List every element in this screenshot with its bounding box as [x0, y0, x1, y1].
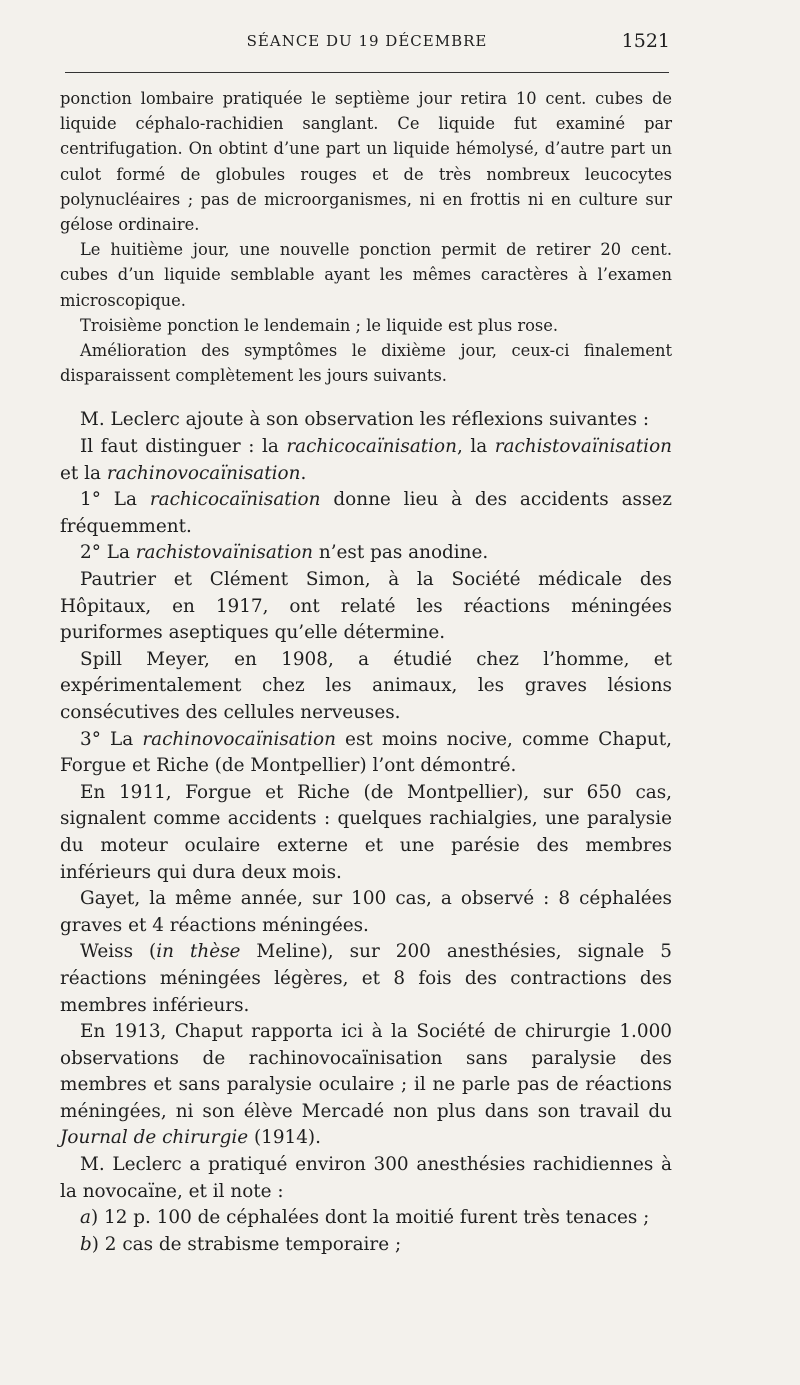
paragraph: Spill Meyer, en 1908, a étudié chez l’homme, et expérimentalement chez les animaux, les graves lésions consécutives des cellules nerveuses.: [60, 648, 672, 723]
paragraph: ponction lombaire pratiquée le septième jour retira 10 cent. cubes de liquide céphalo-rachidien sanglant. Ce liquide fut examiné par centrifugation. On obtint d’une part un liquide hémolysé, d’autre part un culot formé de globules rouges et de très nombreux leucocytes polynucléaires ; pas de microorganismes, ni en frottis ni en culture sur gélose ordinaire.: [60, 89, 672, 235]
paragraph: b) 2 cas de strabisme temporaire ;: [80, 1233, 402, 1255]
running-head: SÉANCE DU 19 DÉCEMBRE: [246, 32, 488, 50]
page-number: 1521: [621, 30, 670, 52]
paragraph: Troisième ponction le lendemain ; le liquide est plus rose.: [80, 315, 559, 335]
paragraph: Amélioration des symptômes le dixième jour, ceux-ci finalement disparaissent complètement les jours suivants.: [60, 341, 672, 386]
paragraph: M. Leclerc a pratiqué environ 300 anesthésies rachidiennes à la novocaïne, et il note :: [60, 1154, 672, 1202]
paragraph: Weiss (in thèse Meline), sur 200 anesthésies, signale 5 réactions méningées légères, et 8 fois des contractions des membres inférieurs.: [60, 941, 672, 1016]
paragraph: Il faut distinguer : la rachicocaïnisation, la rachistovaïnisation et la rachinovocaïnisation.: [60, 436, 672, 484]
paragraph: Pautrier et Clément Simon, à la Société médicale des Hôpitaux, en 1917, ont relaté les réactions méningées puriformes aseptiques qu’elle détermine.: [60, 569, 672, 644]
paragraph: a) 12 p. 100 de céphalées dont la moitié furent très tenaces ;: [80, 1207, 650, 1229]
page-header: [64, 32, 670, 56]
header-rule: [65, 72, 669, 73]
body-text: [60, 86, 672, 1258]
paragraph: 3° La rachinovocaïnisation est moins nocive, comme Chaput, Forgue et Riche (de Montpellier) l’ont démontré.: [60, 728, 672, 777]
paragraph: M. Leclerc ajoute à son observation les réflexions suivantes :: [80, 409, 650, 431]
paragraph: Gayet, la même année, sur 100 cas, a observé : 8 céphalées graves et 4 réactions méningées.: [60, 888, 672, 936]
paragraph: 1° La rachicocaïnisation donne lieu à des accidents assez fréquemment.: [60, 489, 672, 537]
paragraph: Le huitième jour, une nouvelle ponction permit de retirer 20 cent. cubes d’un liquide semblable ayant les mêmes caractères à l’examen microscopique.: [60, 240, 672, 310]
paragraph: En 1911, Forgue et Riche (de Montpellier), sur 650 cas, signalent comme accidents : quelques rachialgies, une paralysie du moteur oculaire externe et une parésie des membres inférieurs qui dura deux mois.: [60, 781, 672, 883]
paragraph: 2° La rachistovaïnisation n’est pas anodine.: [80, 542, 489, 564]
paragraph: En 1913, Chaput rapporta ici à la Société de chirurgie 1.000 observations de rachinovocaïnisation sans paralysie des membres et sans paralysie oculaire ; il ne parle pas de réactions méningées, ni son élève Mercadé non plus dans son travail du Journal de chirurgie (1914).: [60, 1021, 672, 1149]
